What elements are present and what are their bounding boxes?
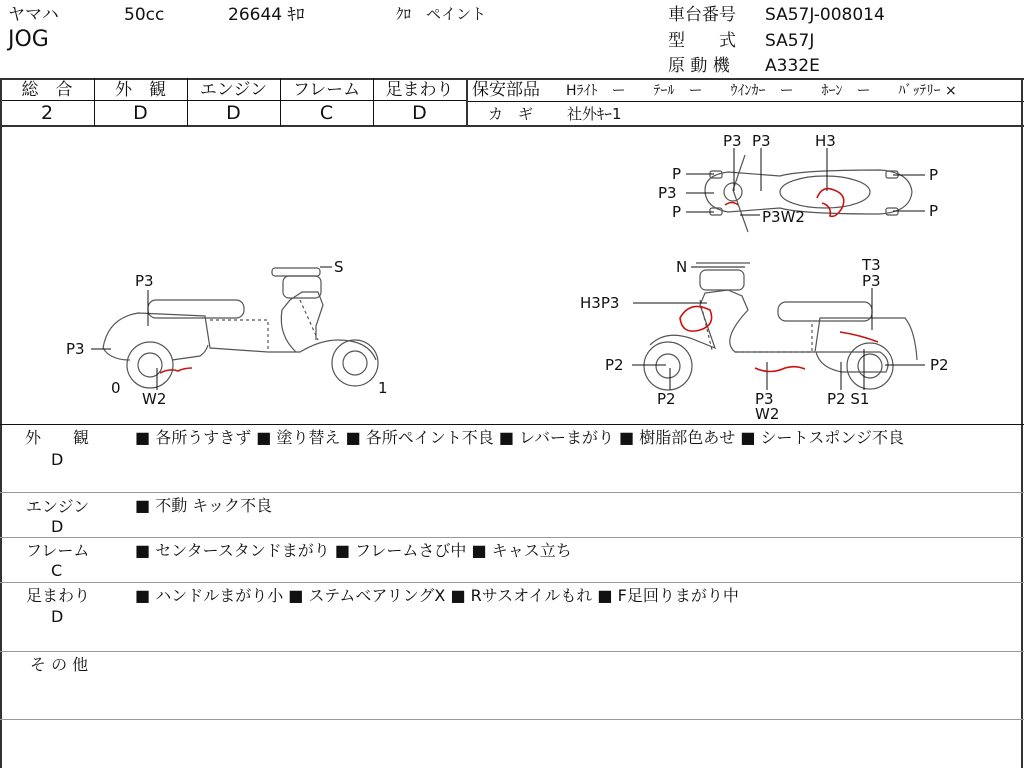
type-label: 型 式 bbox=[668, 31, 736, 51]
label-h3p3: H3P3 bbox=[580, 294, 620, 312]
label-p2-s1: P2 S1 bbox=[827, 390, 870, 408]
overall-label: 総 合 bbox=[21, 80, 73, 100]
frame-no-label: 車台番号 bbox=[668, 5, 736, 25]
damage-mark bbox=[160, 368, 192, 373]
model-name: JOG bbox=[8, 27, 49, 52]
mileage: 26644 ｷﾛ bbox=[228, 5, 305, 25]
label-w2: W2 bbox=[755, 405, 780, 423]
note-exterior-label: 外 観 bbox=[25, 428, 90, 447]
divider bbox=[0, 582, 1024, 583]
note-frame-text: ■ センタースタンドまがり ■ フレームさび中 ■ キャス立ち bbox=[135, 541, 572, 560]
label-one: 1 bbox=[378, 379, 388, 397]
label-p3: P3 bbox=[755, 390, 774, 408]
divider bbox=[0, 492, 1024, 493]
scooter-left-labels bbox=[91, 267, 332, 390]
label-p: P bbox=[929, 166, 939, 184]
label-s: S bbox=[334, 258, 344, 276]
engine-label: エンジン bbox=[199, 80, 268, 100]
divider bbox=[466, 78, 468, 126]
damage-mark bbox=[817, 189, 844, 217]
divider bbox=[467, 101, 1024, 102]
divider bbox=[0, 100, 467, 101]
overall-score: 2 bbox=[40, 102, 54, 124]
divider bbox=[0, 651, 1024, 652]
exterior-label: 外 観 bbox=[115, 80, 166, 100]
type-value: SA57J bbox=[765, 31, 815, 51]
engine-score: D bbox=[226, 102, 241, 124]
note-suspension-grade: D bbox=[51, 607, 64, 626]
engine-model: A332E bbox=[765, 56, 820, 76]
divider bbox=[0, 537, 1024, 538]
label-p3: P3 bbox=[723, 132, 742, 150]
key-value: 社外ｷｰ1 bbox=[567, 105, 622, 123]
safety-items: Hﾗｲﾄ ー ﾃｰﾙ ー ｳｲﾝｶｰ ー ﾎｰﾝ ー ﾊﾞｯﾃﾘｰ × bbox=[566, 83, 957, 99]
label-p2: P2 bbox=[657, 390, 676, 408]
label-p3: P3 bbox=[658, 184, 677, 202]
suspension-label: 足まわり bbox=[385, 80, 454, 100]
label-p3: P3 bbox=[862, 272, 881, 290]
label-w2: W2 bbox=[142, 390, 167, 408]
label-h3: H3 bbox=[815, 132, 836, 150]
damage-mark bbox=[680, 306, 712, 331]
label-p3w2: P3W2 bbox=[762, 208, 805, 226]
frame-score: C bbox=[319, 102, 334, 124]
note-engine-label: エンジン bbox=[26, 497, 90, 516]
note-suspension-text: ■ ハンドルまがり小 ■ ステムベアリングX ■ Rサスオイルもれ ■ F足回りまがり中 bbox=[135, 586, 739, 605]
label-p2: P2 bbox=[605, 356, 624, 374]
frame-no: SA57J-008014 bbox=[765, 5, 885, 25]
note-exterior-grade: D bbox=[51, 450, 64, 469]
note-engine-grade: D bbox=[51, 517, 64, 536]
damage-mark bbox=[725, 203, 738, 206]
suspension-score: D bbox=[412, 102, 427, 124]
label-p3: P3 bbox=[135, 272, 154, 290]
engine-cc: 50cc bbox=[124, 5, 165, 25]
scooter-top-labels bbox=[686, 148, 925, 215]
key-label: カ ギ bbox=[488, 105, 534, 123]
engine-model-label: 原 動 機 bbox=[668, 56, 730, 76]
note-other-label: そ の 他 bbox=[30, 655, 89, 674]
label-p: P bbox=[672, 203, 682, 221]
damage-diagram bbox=[0, 126, 1022, 424]
label-p2: P2 bbox=[930, 356, 949, 374]
label-zero: 0 bbox=[111, 379, 121, 397]
safety-label: 保安部品 bbox=[472, 80, 540, 100]
divider bbox=[0, 719, 1024, 720]
exterior-score: D bbox=[133, 102, 148, 124]
maker: ヤマハ bbox=[8, 5, 59, 25]
label-p3: P3 bbox=[752, 132, 771, 150]
label-p: P bbox=[672, 165, 682, 183]
damage-mark bbox=[755, 367, 805, 372]
color: ｸﾛ ペイント bbox=[396, 5, 487, 23]
note-engine-text: ■ 不動 キック不良 bbox=[135, 496, 272, 515]
label-n: N bbox=[676, 258, 688, 276]
frame-label: フレーム bbox=[292, 80, 361, 100]
note-suspension-label: 足まわり bbox=[26, 586, 91, 605]
divider bbox=[0, 424, 1024, 425]
note-frame-grade: C bbox=[51, 561, 63, 580]
note-exterior-text: ■ 各所うすきず ■ 塗り替え ■ 各所ペイント不良 ■ レバーまがり ■ 樹脂部色あせ ■ シートスポンジ不良 bbox=[135, 428, 904, 447]
note-frame-label: フレーム bbox=[26, 541, 90, 560]
label-p3: P3 bbox=[66, 340, 85, 358]
scooter-top-view bbox=[705, 155, 912, 232]
damage-mark bbox=[840, 332, 878, 342]
label-p: P bbox=[929, 202, 939, 220]
label-t3: T3 bbox=[862, 256, 881, 274]
